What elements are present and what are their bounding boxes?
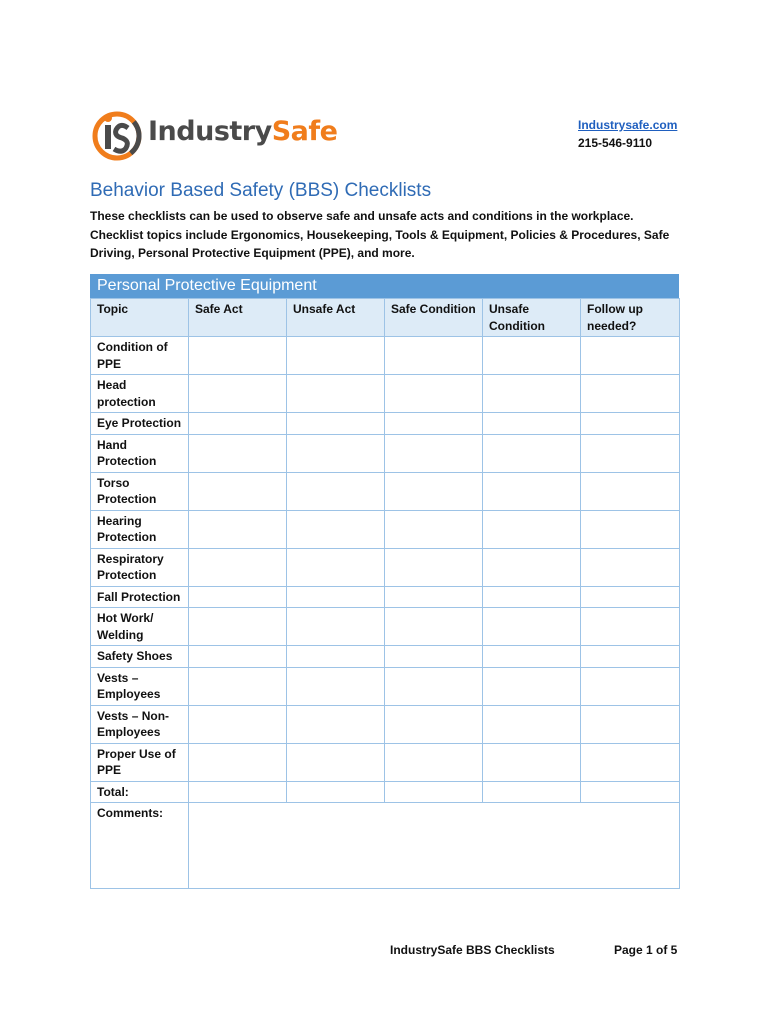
logo-word-industry: Industry <box>148 116 272 147</box>
check-cell[interactable] <box>483 548 581 586</box>
check-cell[interactable] <box>483 608 581 646</box>
header-unsafe-condition: Unsafe Condition <box>483 299 581 337</box>
check-cell[interactable] <box>287 472 385 510</box>
check-cell[interactable] <box>287 337 385 375</box>
check-cell[interactable] <box>287 510 385 548</box>
header-safe-condition: Safe Condition <box>385 299 483 337</box>
check-cell[interactable] <box>287 586 385 608</box>
table-row <box>91 472 680 510</box>
check-cell[interactable] <box>385 705 483 743</box>
check-cell[interactable] <box>483 646 581 668</box>
check-cell[interactable] <box>189 646 287 668</box>
check-cell[interactable] <box>385 667 483 705</box>
row-topic: Vests – Employees <box>91 667 189 705</box>
row-topic: Vests – Non-Employees <box>91 705 189 743</box>
check-cell[interactable] <box>385 375 483 413</box>
check-cell[interactable] <box>581 548 680 586</box>
check-cell[interactable] <box>385 337 483 375</box>
check-cell[interactable] <box>287 375 385 413</box>
check-cell[interactable] <box>189 781 287 803</box>
table-row <box>91 705 680 743</box>
row-topic: Hearing Protection <box>91 510 189 548</box>
check-cell[interactable] <box>189 667 287 705</box>
check-cell[interactable] <box>385 548 483 586</box>
check-cell[interactable] <box>385 434 483 472</box>
check-cell[interactable] <box>581 586 680 608</box>
table-row <box>91 510 680 548</box>
table-row <box>91 781 680 803</box>
check-cell[interactable] <box>483 375 581 413</box>
check-cell[interactable] <box>189 413 287 435</box>
check-cell[interactable] <box>385 510 483 548</box>
check-cell[interactable] <box>483 743 581 781</box>
table-row <box>91 646 680 668</box>
header-safe-act: Safe Act <box>189 299 287 337</box>
header-topic: Topic <box>91 299 189 337</box>
check-cell[interactable] <box>483 434 581 472</box>
row-topic: Torso Protection <box>91 472 189 510</box>
table-row <box>91 337 680 375</box>
check-cell[interactable] <box>581 510 680 548</box>
check-cell[interactable] <box>581 375 680 413</box>
footer-page-number: Page 1 of 5 <box>614 943 678 957</box>
intro-paragraph: These checklists can be used to observe safe and unsafe acts and conditions in the workplace. Checklist topics include Ergonomics, Housekeeping, Tools & Equipment, Policies & Procedures, Safe Driving, Personal Protective Equipment (PPE), and more. <box>90 209 670 260</box>
check-cell[interactable] <box>189 337 287 375</box>
check-cell[interactable] <box>385 608 483 646</box>
comments-field[interactable] <box>189 803 680 889</box>
table-row <box>91 548 680 586</box>
check-cell[interactable] <box>189 472 287 510</box>
check-cell[interactable] <box>385 472 483 510</box>
logo-mark-icon <box>90 108 146 164</box>
check-cell[interactable] <box>581 781 680 803</box>
check-cell[interactable] <box>189 586 287 608</box>
website-link[interactable]: Industrysafe.com <box>578 118 678 132</box>
footer-doc-title: IndustrySafe BBS Checklists <box>390 943 555 957</box>
comments-label: Comments: <box>91 803 189 889</box>
check-cell[interactable] <box>581 434 680 472</box>
check-cell[interactable] <box>581 472 680 510</box>
check-cell[interactable] <box>483 413 581 435</box>
industrysafe-logo <box>90 108 338 164</box>
comments-row <box>91 803 680 889</box>
check-cell[interactable] <box>581 337 680 375</box>
check-cell[interactable] <box>483 781 581 803</box>
check-cell[interactable] <box>581 608 680 646</box>
row-topic: Total: <box>91 781 189 803</box>
check-cell[interactable] <box>581 646 680 668</box>
table-row <box>91 667 680 705</box>
check-cell[interactable] <box>581 667 680 705</box>
check-cell[interactable] <box>189 548 287 586</box>
check-cell[interactable] <box>581 413 680 435</box>
check-cell[interactable] <box>287 646 385 668</box>
logo-word-safe: Safe <box>271 116 338 147</box>
row-topic: Safety Shoes <box>91 646 189 668</box>
check-cell[interactable] <box>287 743 385 781</box>
check-cell[interactable] <box>581 705 680 743</box>
table-row <box>91 743 680 781</box>
row-topic: Hand Protection <box>91 434 189 472</box>
check-cell[interactable] <box>483 510 581 548</box>
check-cell[interactable] <box>385 646 483 668</box>
check-cell[interactable] <box>287 434 385 472</box>
row-topic: Fall Protection <box>91 586 189 608</box>
check-cell[interactable] <box>483 586 581 608</box>
table-row <box>91 434 680 472</box>
table-row <box>91 413 680 435</box>
check-cell[interactable] <box>287 705 385 743</box>
check-cell[interactable] <box>287 608 385 646</box>
contact-block <box>578 116 677 152</box>
table-row <box>91 375 680 413</box>
logo-wordmark <box>148 116 337 147</box>
check-cell[interactable] <box>483 337 581 375</box>
section-header: Personal Protective Equipment <box>90 274 679 298</box>
check-cell[interactable] <box>483 705 581 743</box>
table-header-row <box>91 299 680 337</box>
check-cell[interactable] <box>483 667 581 705</box>
row-topic: Hot Work/ Welding <box>91 608 189 646</box>
check-cell[interactable] <box>483 472 581 510</box>
row-topic: Condition of PPE <box>91 337 189 375</box>
check-cell[interactable] <box>287 548 385 586</box>
table-row <box>91 586 680 608</box>
check-cell[interactable] <box>287 413 385 435</box>
header-follow-up: Follow up needed? <box>581 299 680 337</box>
page-title: Behavior Based Safety (BBS) Checklists <box>90 180 432 201</box>
check-cell[interactable] <box>189 375 287 413</box>
check-cell[interactable] <box>385 586 483 608</box>
header-unsafe-act: Unsafe Act <box>287 299 385 337</box>
check-cell[interactable] <box>287 667 385 705</box>
check-cell[interactable] <box>581 743 680 781</box>
row-topic: Respiratory Protection <box>91 548 189 586</box>
table-row <box>91 608 680 646</box>
check-cell[interactable] <box>385 413 483 435</box>
check-cell[interactable] <box>385 743 483 781</box>
phone-number: 215-546-9110 <box>578 136 653 150</box>
check-cell[interactable] <box>287 781 385 803</box>
check-cell[interactable] <box>189 510 287 548</box>
row-topic: Proper Use of PPE <box>91 743 189 781</box>
row-topic: Eye Protection <box>91 413 189 435</box>
checklist-table <box>90 298 680 889</box>
check-cell[interactable] <box>189 705 287 743</box>
check-cell[interactable] <box>189 434 287 472</box>
check-cell[interactable] <box>385 781 483 803</box>
check-cell[interactable] <box>189 608 287 646</box>
row-topic: Head protection <box>91 375 189 413</box>
check-cell[interactable] <box>189 743 287 781</box>
